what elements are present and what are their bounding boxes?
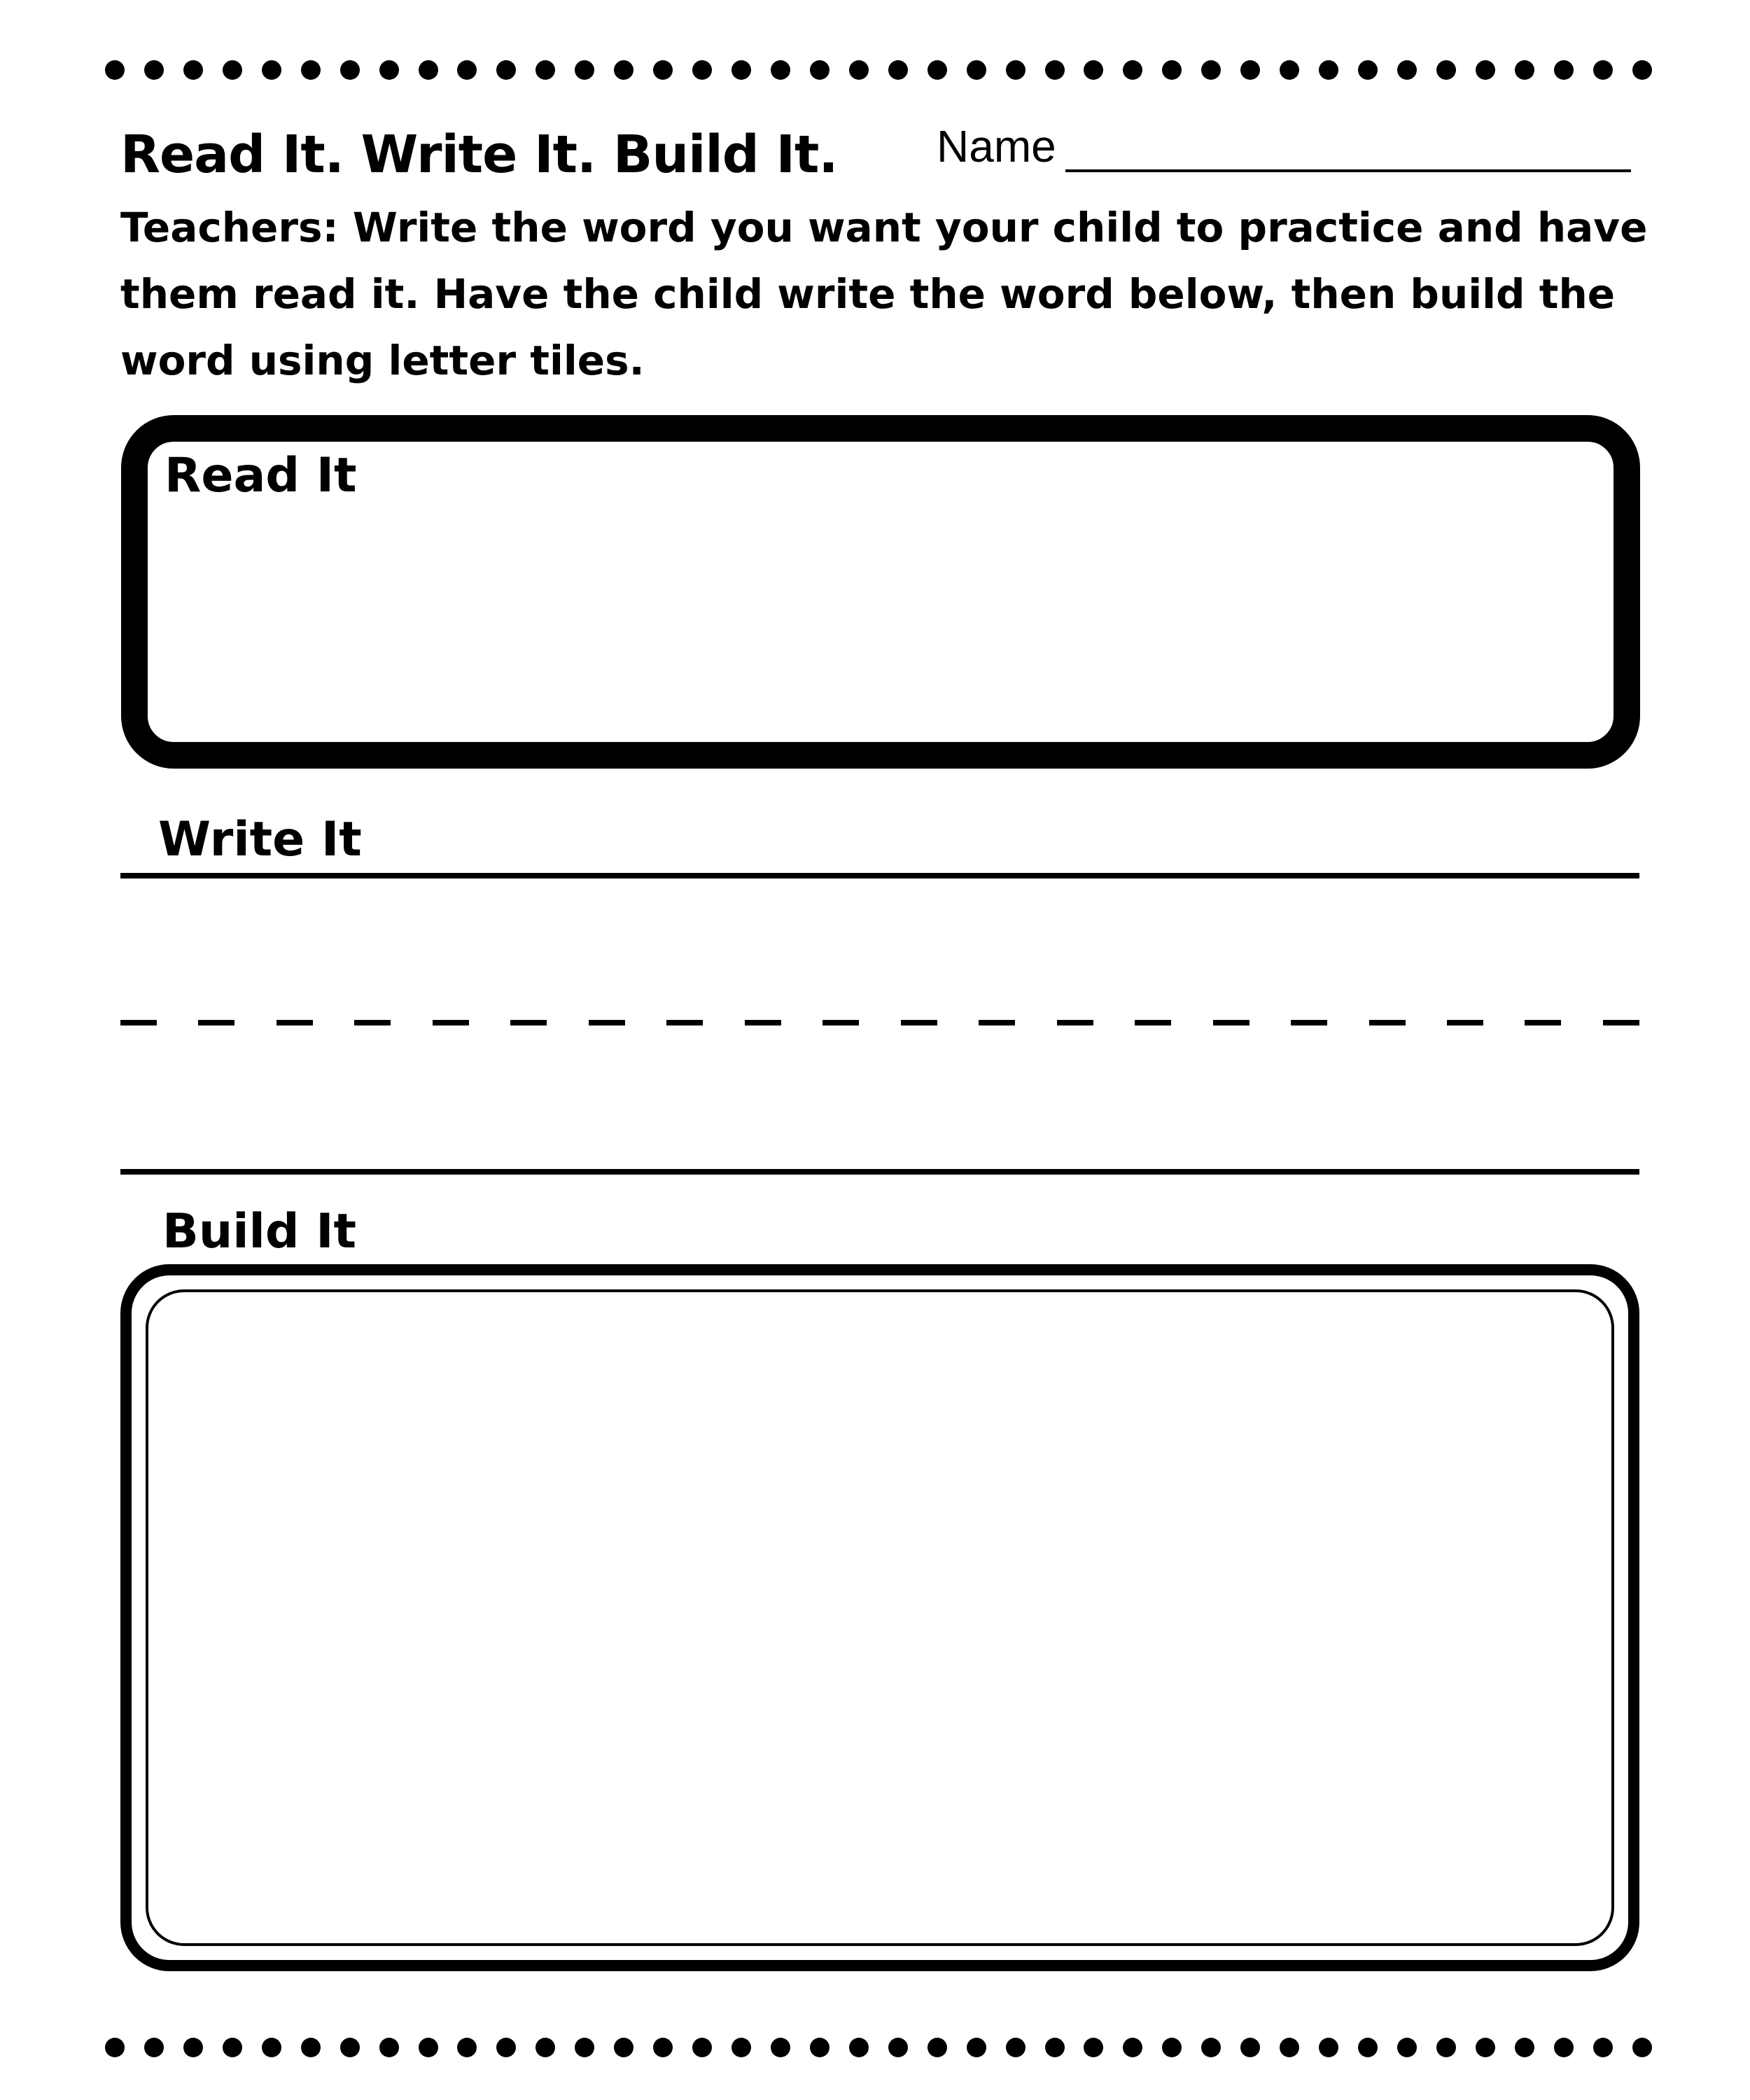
border-dot	[183, 2038, 203, 2057]
border-dot	[223, 60, 242, 80]
midline-dash	[822, 1020, 859, 1026]
border-dot	[496, 2038, 516, 2057]
border-dot	[1240, 60, 1260, 80]
border-dot	[810, 2038, 830, 2057]
border-dot	[105, 2038, 125, 2057]
border-dot	[771, 2038, 790, 2057]
midline-dash	[510, 1020, 547, 1026]
border-dot	[732, 60, 751, 80]
teacher-instructions: Teachers: Write the word you want your child to practice and have them read it. Have the child write the word below, then build the word using letter tiles.	[120, 204, 1648, 384]
midline-dash	[198, 1020, 234, 1026]
border-dot	[1554, 60, 1574, 80]
border-dot	[419, 2038, 438, 2057]
border-dot	[144, 2038, 164, 2057]
border-dot	[1436, 2038, 1456, 2057]
border-dot	[849, 60, 869, 80]
midline-dash	[354, 1020, 391, 1026]
midline-dash	[1291, 1020, 1327, 1026]
border-dot	[457, 60, 477, 80]
border-dot	[1319, 2038, 1338, 2057]
border-dot	[1280, 2038, 1299, 2057]
midline-dash	[1369, 1020, 1406, 1026]
border-dot	[301, 60, 321, 80]
midline-dash	[1603, 1020, 1639, 1026]
border-dot	[536, 2038, 555, 2057]
worksheet-title: Read It. Write It. Build It.	[120, 125, 838, 185]
border-dot	[575, 2038, 594, 2057]
midline-dash	[433, 1020, 469, 1026]
border-dot	[1476, 60, 1495, 80]
border-dot	[1162, 60, 1182, 80]
border-dot	[927, 60, 947, 80]
name-write-line[interactable]	[1065, 169, 1631, 172]
border-dot	[1201, 60, 1221, 80]
border-dot	[105, 60, 125, 80]
border-dot	[262, 60, 281, 80]
midline-dash	[1525, 1020, 1561, 1026]
write-midline-dashed	[120, 1020, 1639, 1026]
build-it-area[interactable]	[146, 1289, 1614, 1946]
midline-dash	[1057, 1020, 1093, 1026]
border-dot	[771, 60, 790, 80]
border-dot	[849, 2038, 869, 2057]
midline-dash	[1213, 1020, 1250, 1026]
border-dot	[1084, 60, 1103, 80]
border-dot	[692, 60, 712, 80]
top-dot-border	[105, 59, 1652, 80]
border-dot	[614, 2038, 634, 2057]
border-dot	[457, 2038, 477, 2057]
border-dot	[379, 60, 399, 80]
border-dot	[144, 60, 164, 80]
border-dot	[575, 60, 594, 80]
border-dot	[1319, 60, 1338, 80]
border-dot	[496, 60, 516, 80]
border-dot	[927, 2038, 947, 2057]
border-dot	[1123, 60, 1142, 80]
border-dot	[1554, 2038, 1574, 2057]
build-it-label: Build It	[162, 1204, 357, 1259]
border-dot	[888, 60, 908, 80]
border-dot	[1045, 60, 1065, 80]
border-dot	[223, 2038, 242, 2057]
midline-dash	[666, 1020, 703, 1026]
midline-dash	[1135, 1020, 1171, 1026]
border-dot	[536, 60, 555, 80]
border-dot	[653, 2038, 673, 2057]
border-dot	[1084, 2038, 1103, 2057]
border-dot	[1045, 2038, 1065, 2057]
midline-dash	[1447, 1020, 1483, 1026]
border-dot	[379, 2038, 399, 2057]
border-dot	[1201, 2038, 1221, 2057]
border-dot	[1358, 60, 1378, 80]
border-dot	[1436, 60, 1456, 80]
border-dot	[1593, 60, 1613, 80]
border-dot	[301, 2038, 321, 2057]
border-dot	[732, 2038, 751, 2057]
write-top-line	[120, 873, 1639, 878]
write-baseline	[120, 1169, 1639, 1175]
border-dot	[1632, 2038, 1652, 2057]
border-dot	[1240, 2038, 1260, 2057]
border-dot	[419, 60, 438, 80]
border-dot	[1515, 60, 1534, 80]
midline-dash	[901, 1020, 937, 1026]
border-dot	[1123, 2038, 1142, 2057]
border-dot	[1006, 60, 1026, 80]
midline-dash	[120, 1020, 157, 1026]
read-it-label: Read It	[164, 448, 357, 503]
name-label: Name	[937, 121, 1056, 172]
border-dot	[692, 2038, 712, 2057]
border-dot	[810, 60, 830, 80]
border-dot	[1476, 2038, 1495, 2057]
border-dot	[1632, 60, 1652, 80]
midline-dash	[745, 1020, 781, 1026]
write-it-label: Write It	[158, 812, 362, 867]
border-dot	[967, 2038, 986, 2057]
border-dot	[340, 2038, 360, 2057]
border-dot	[340, 60, 360, 80]
midline-dash	[276, 1020, 313, 1026]
border-dot	[1397, 2038, 1417, 2057]
border-dot	[1162, 2038, 1182, 2057]
border-dot	[1280, 60, 1299, 80]
border-dot	[1006, 2038, 1026, 2057]
border-dot	[614, 60, 634, 80]
border-dot	[1358, 2038, 1378, 2057]
border-dot	[183, 60, 203, 80]
border-dot	[1593, 2038, 1613, 2057]
border-dot	[262, 2038, 281, 2057]
border-dot	[967, 60, 986, 80]
border-dot	[1515, 2038, 1534, 2057]
midline-dash	[979, 1020, 1015, 1026]
bottom-dot-border	[105, 2037, 1652, 2058]
midline-dash	[589, 1020, 625, 1026]
border-dot	[1397, 60, 1417, 80]
border-dot	[888, 2038, 908, 2057]
border-dot	[653, 60, 673, 80]
